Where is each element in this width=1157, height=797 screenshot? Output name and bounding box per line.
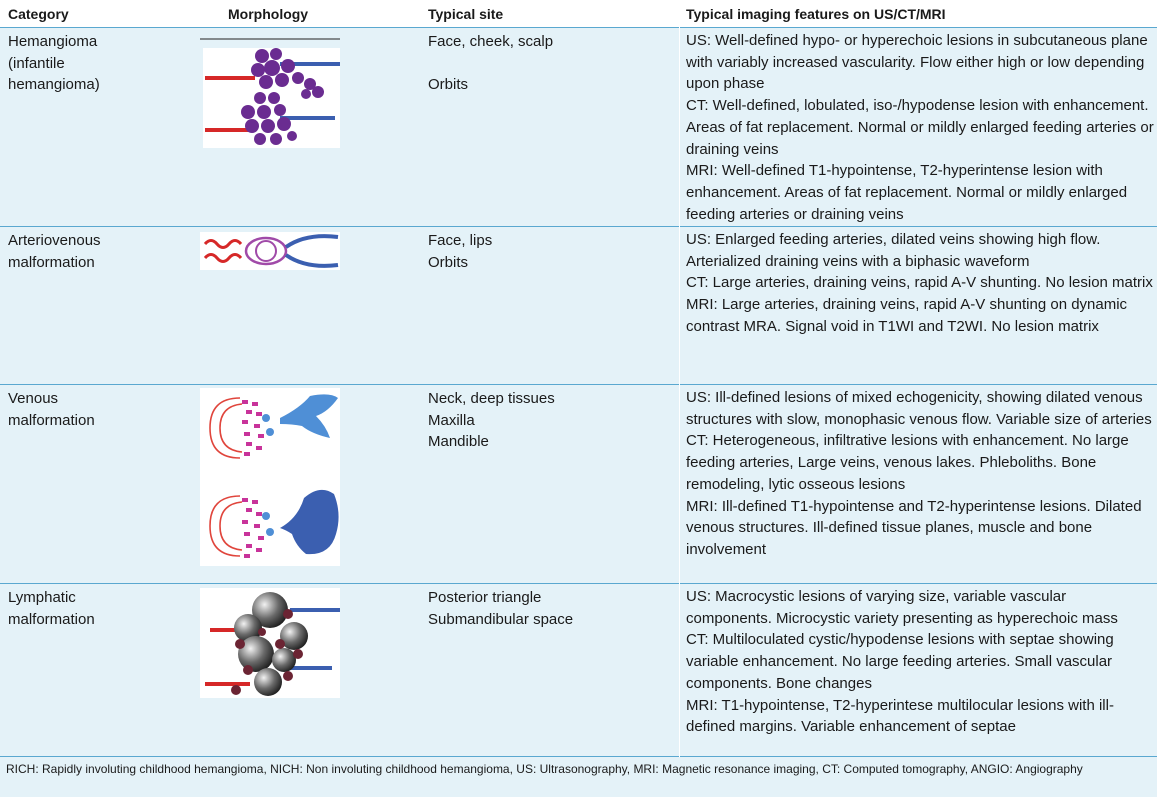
site-cell: Posterior triangle Submandibular space — [428, 589, 574, 628]
table-row-hemangioma — [0, 28, 1157, 227]
features-cell: US: Enlarged feeding arteries, dilated veins showing high flow. Arterialized draining veins with a biphasic waveform CT: Large arteries, draining veins, rapid A-V shunting. No lesion matrix MRI: Large arteries, draining veins, rapid A-V shunting on dynamic contrast MRA. Signal void in T1WI and T2WI. No lesion matrix — [686, 231, 1153, 335]
lymphatic-illustration — [200, 588, 342, 698]
features-cell: US: Macrocystic lesions of varying size, variable vascular components. Microcystic variety presenting as hyperechoic mass CT: Multiloculated cystic/hypodense lesions with septae showing variable enhancement. No large feeding arteries. Small vascular components. Bone changes MRI: T1-hypointense, T2-hyperintese multilocular lesions with ill-defined margins. Variable enhancement of septae — [686, 588, 1118, 736]
site-cell: Neck, deep tissues Maxilla Mandible — [428, 390, 555, 451]
header-morphology: Morphology — [228, 6, 309, 22]
table-row-arteriovenous — [0, 227, 1157, 385]
column-divider — [679, 0, 680, 757]
header-category: Category — [8, 6, 69, 22]
category-cell: Hemangioma (infantile hemangioma) — [8, 33, 100, 94]
venous-illustration — [200, 388, 342, 566]
header-features: Typical imaging features on US/CT/MRI — [686, 6, 946, 22]
category-cell: Arteriovenous malformation — [8, 232, 101, 271]
table-row-lymphatic — [0, 584, 1157, 757]
category-cell: Lymphatic malformation — [8, 589, 95, 628]
table-header — [0, 0, 1157, 28]
features-cell: US: Ill-defined lesions of mixed echogenicity, showing dilated venous structures with slow, monophasic venous flow. Variable size of arteries CT: Heterogeneous, infiltrative lesions with enhancement. No large feeding arteries, Large veins, venous lakes. Phleboliths. Bone remodeling, lytic osseous lesions MRI: Ill-defined T1-hypointense and T2-hyperintense lesions. Dilated venous structures. Ill-defined tissue planes, muscle and bone involvement — [686, 389, 1152, 558]
table-row-venous — [0, 385, 1157, 584]
hemangioma-illustration — [200, 36, 342, 148]
site-cell: Face, lips Orbits — [428, 232, 493, 271]
site-cell: Face, cheek, scalp Orbits — [428, 33, 554, 94]
category-cell: Venous malformation — [8, 390, 95, 429]
features-cell: US: Well-defined hypo- or hyperechoic lesions in subcutaneous plane with variably increased vascularity. Flow either high or low depending upon phase CT: Well-defined, lobulated, iso-/hypodense lesion with enhancement. Areas of fat replacement. Normal or mildly enlarged feeding arteries or draining veins MRI: Well-defined T1-hypointense, T2-hyperintense lesion with enhancement. Areas of fat replacement. Normal or mildly enlarged feeding arteries or draining veins — [686, 32, 1154, 223]
table-footnote: RICH: Rapidly involuting childhood hemangioma, NICH: Non involuting childhood hemangioma, US: Ultrasonography, MRI: Magnetic resonance imaging, CT: Computed tomography, ANGIO: Angiography — [6, 762, 1083, 776]
header-site: Typical site — [428, 6, 504, 22]
arteriovenous-illustration — [200, 232, 342, 270]
